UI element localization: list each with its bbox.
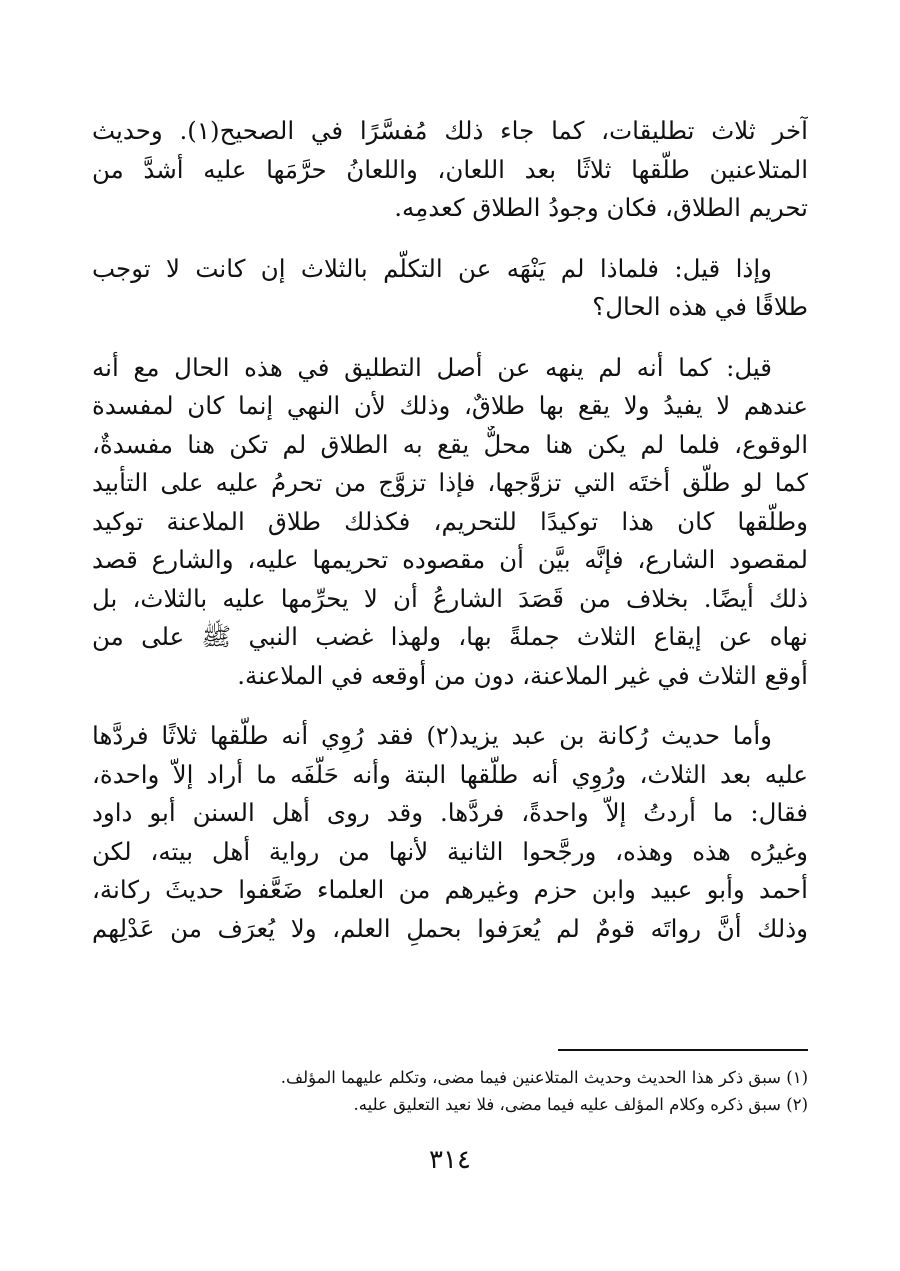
text-line: ذلك أيضًا. بخلاف من قَصَدَ الشارعُ أن لا يحرِّمها عليه بالثلاث، بل xyxy=(92,583,808,613)
text-line: عندهم لا يفيدُ ولا يقع بها طلاقٌ، وذلك لأن النهي إنما كان لمفسدة xyxy=(92,391,808,420)
text-line: الوقوع، فلما لم يكن هنا محلٌّ يقع به الطلاق لم تكن هنا مفسدةٌ، xyxy=(92,429,808,459)
text-line: آخر ثلاث تطليقات، كما جاء ذلك مُفسَّرًا في الصحيح(١). وحديث xyxy=(92,116,808,145)
text-line: وذلك أنَّ رواتَه قومٌ لم يُعرَفوا بحملِ العلم، ولا يُعرَف من عَدْلِهم xyxy=(92,913,808,943)
footnotes xyxy=(92,1064,808,1118)
paragraph-2 xyxy=(92,250,808,327)
text-line: أوقع الثلاث في غير الملاعنة، دون من أوقعه في الملاعنة. xyxy=(237,660,808,690)
paragraph-1 xyxy=(92,112,808,228)
text-line: قيل: كما أنه لم ينهه عن أصل التطليق في هذه الحال مع أنه xyxy=(92,352,772,382)
text-line: فقال: ما أردتُ إلاّ واحدةً، فردَّها. وقد روى أهل السنن أبو داود xyxy=(92,798,808,827)
text-line: نهاه عن إيقاع الثلاث جملةً بها، ولهذا غضب النبي ﷺ على من xyxy=(92,622,808,651)
page-number: ٣١٤ xyxy=(429,1145,471,1175)
text-line: وطلَّقها كان هذا توكيدًا للتحريم، فكذلك طلاق الملاعنة توكيد xyxy=(92,506,808,536)
text-line: عليه بعد الثلاث، ورُوِي أنه طلَّقها البتة وأنه حَلَّفَه ما أراد إلاّ واحدة، xyxy=(92,759,808,789)
paragraph-3 xyxy=(92,349,808,696)
text-line: أحمد وأبو عبيد وابن حزم وغيرهم من العلماء ضَعَّفوا حديثَ ركانة، xyxy=(92,875,808,904)
text-line: طلاقًا في هذه الحال؟ xyxy=(592,292,808,321)
footnote-separator xyxy=(558,1049,808,1051)
text-line: تحريم الطلاق، فكان وجودُ الطلاق كعدمِه. xyxy=(394,193,808,222)
paragraph-4 xyxy=(92,717,808,948)
text-line: وأما حديث رُكانة بن عبد يزيد(٢) فقد رُوِي أنه طلَّقها ثلاثًا فردَّها xyxy=(92,721,772,750)
text-line: وغيرُه هذه وهذه، ورجَّحوا الثانية لأنها من رواية أهل بيته، لكن xyxy=(92,836,808,866)
text-line: المتلاعنين طلَّقها ثلاثًا بعد اللعان، واللعانُ حرَّمَها عليه أشدَّ من xyxy=(92,154,808,184)
footnote-1: (١) سبق ذكر هذا الحديث وحديث المتلاعنين فيما مضى، وتكلم عليهما المؤلف. xyxy=(280,1068,808,1087)
text-line: كما لو طلَّق أختَه التي تزوَّجها، فإذا تزوَّج من تحرمُ عليه على التأبيد xyxy=(92,468,808,497)
text-line: وإذا قيل: فلماذا لم يَنْهَه عن التكلُّم بالثلاث إن كانت لا توجب xyxy=(92,253,772,283)
footnote-2: (٢) سبق ذكره وكلام المؤلف عليه فيما مضى، فلا نعيد التعليق عليه. xyxy=(353,1095,808,1114)
text-line: لمقصود الشارع، فإنَّه بيَّن أن مقصوده تحريمها عليه، والشارع قصد xyxy=(92,545,808,574)
